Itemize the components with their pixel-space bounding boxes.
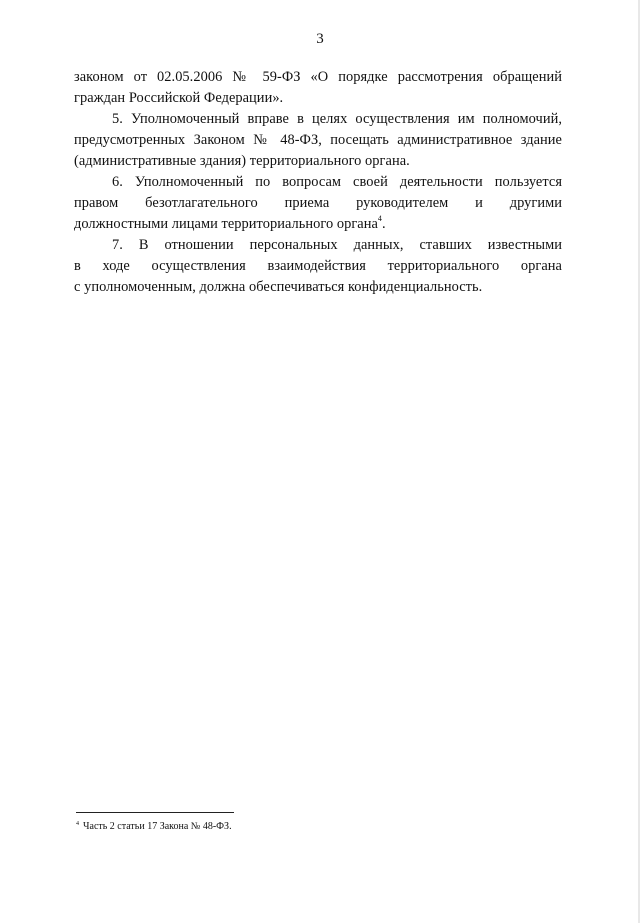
- footnote-reference[interactable]: 4: [377, 214, 382, 224]
- document-body: [74, 67, 562, 298]
- paragraph-item-5: [74, 109, 562, 172]
- page-number: 3: [316, 31, 324, 47]
- text-line-with-footnote: [74, 214, 562, 235]
- text-line: предусмотренных Законом № 48-ФЗ, посещать административное здание: [74, 132, 562, 148]
- paragraph-item-7: [74, 235, 562, 298]
- text-line: (административные здания) территориального органа.: [74, 153, 410, 169]
- text-line: 7. В отношении персональных данных, ставших известными: [112, 237, 562, 253]
- text-line: 5. Уполномоченный вправе в целях осуществления им полномочий,: [112, 111, 562, 127]
- paragraph-continuation: [74, 67, 562, 109]
- paragraph-item-6: [74, 172, 562, 235]
- text-line: законом от 02.05.2006 № 59-ФЗ «О порядке рассмотрения обращений: [74, 69, 562, 85]
- text-fragment: должностными лицами территориального органа: [74, 216, 378, 232]
- text-line: в ходе осуществления взаимодействия территориального органа: [74, 258, 562, 274]
- text-line: граждан Российской Федерации».: [74, 90, 284, 106]
- text-fragment: .: [381, 216, 386, 232]
- footnote-text: Часть 2 статьи 17 Закона № 48-ФЗ.: [83, 821, 232, 832]
- footnote-marker: 4: [76, 820, 79, 827]
- text-line: с уполномоченным, должна обеспечиваться конфиденциальность.: [74, 279, 483, 295]
- footnote-divider: [76, 812, 234, 813]
- footnote: [76, 820, 556, 833]
- text-line: правом безотлагательного приема руководителем и другими: [74, 195, 562, 211]
- text-line: 6. Уполномоченный по вопросам своей деятельности пользуется: [112, 174, 562, 190]
